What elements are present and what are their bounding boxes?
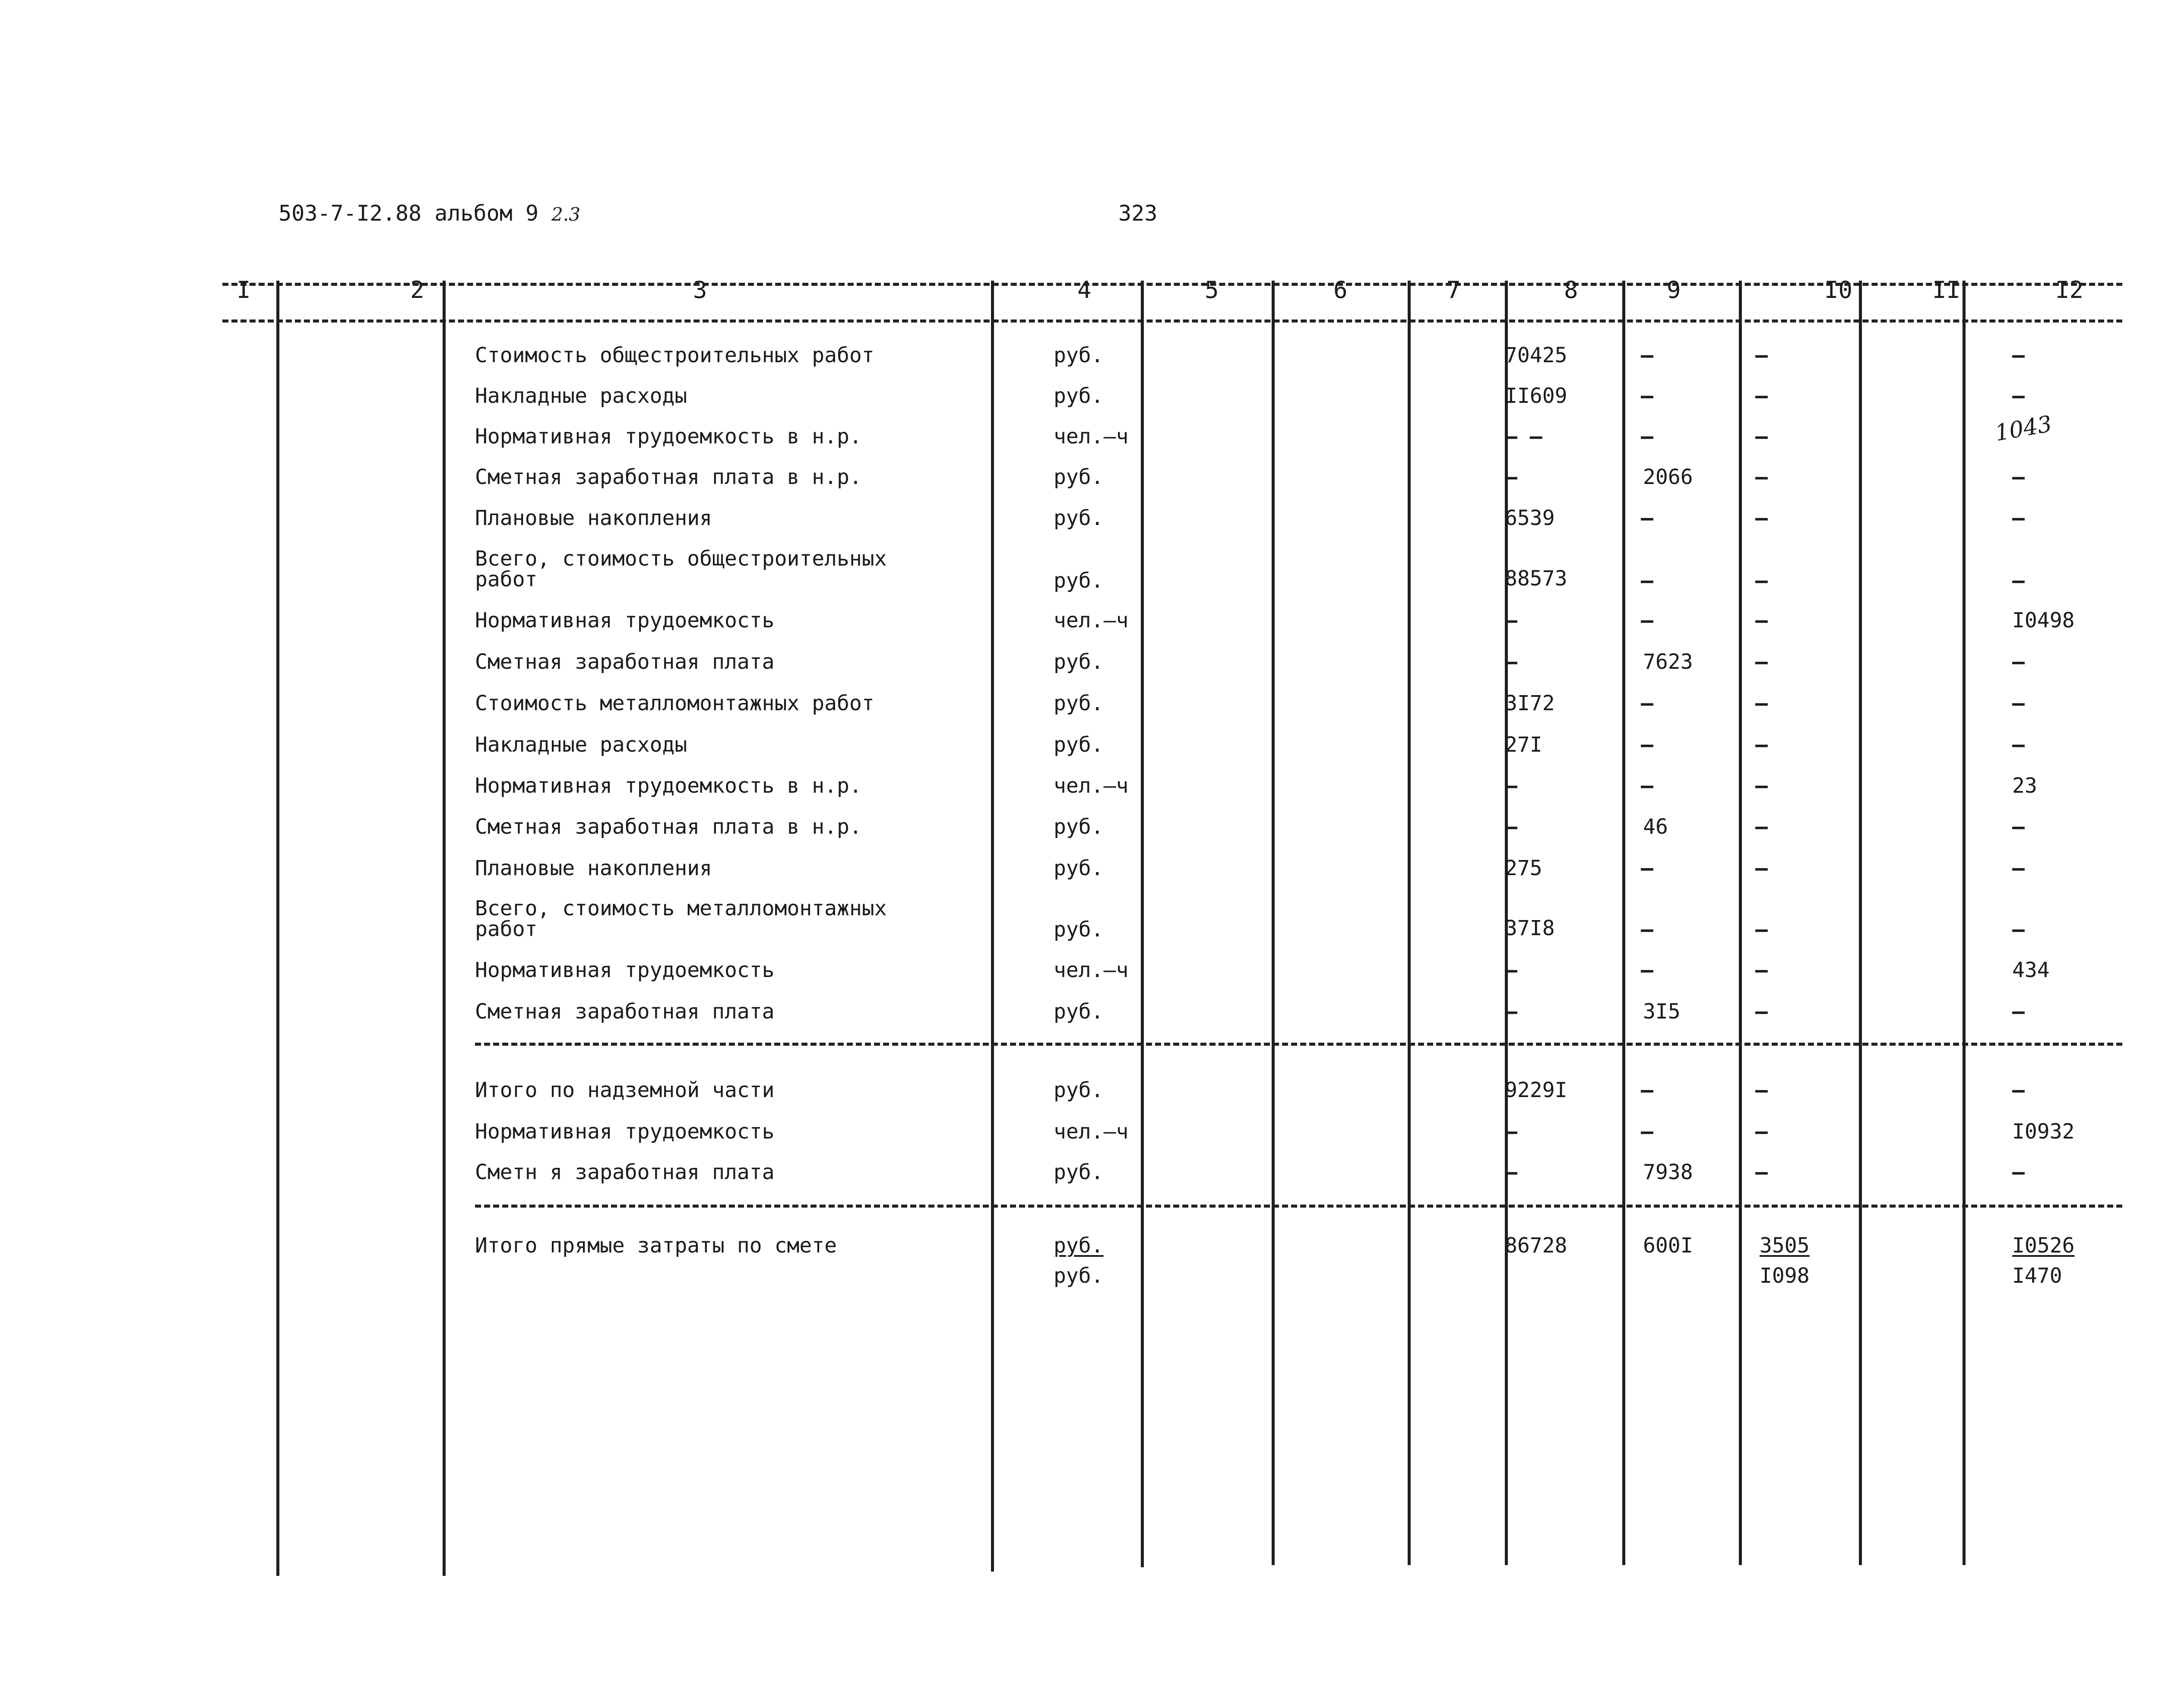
row-unit-top: руб. bbox=[1054, 1234, 1104, 1258]
row-label: Стоимость общестроительных работ bbox=[475, 343, 874, 367]
cell-col-8: – – bbox=[1505, 424, 1542, 449]
row-unit: руб. bbox=[1054, 815, 1104, 839]
cell-col-8: – bbox=[1505, 608, 1517, 633]
cell-col-9: – bbox=[1641, 733, 1653, 757]
row-unit: чел.–ч bbox=[1054, 774, 1129, 798]
table-row bbox=[0, 1001, 2159, 1040]
cell-col-10: – bbox=[1755, 608, 1768, 633]
table-row bbox=[0, 466, 2159, 505]
cell-col-10: – bbox=[1755, 691, 1768, 715]
cell-col-8: – bbox=[1505, 1160, 1517, 1184]
row-unit: руб. bbox=[1054, 999, 1104, 1024]
cell-col-8: 3I72 bbox=[1505, 691, 1555, 715]
section-separator-1 bbox=[475, 1043, 2122, 1046]
row-label: Сметн я заработная плата bbox=[475, 1160, 775, 1184]
row-unit: руб. bbox=[1054, 691, 1104, 715]
row-label: Накладные расходы bbox=[475, 733, 687, 757]
cell-col-8: – bbox=[1505, 815, 1517, 839]
column-number-12: I2 bbox=[2055, 276, 2084, 304]
cell-col-10: – bbox=[1755, 774, 1768, 798]
row-unit-bottom: руб. bbox=[1054, 1264, 1104, 1288]
cell-col-12: I0932 bbox=[2012, 1120, 2075, 1144]
cell-col-8: 37I8 bbox=[1505, 916, 1555, 940]
row-label: Стоимость металломонтажных работ bbox=[475, 691, 874, 715]
row-unit: руб. bbox=[1054, 650, 1104, 674]
column-number-11: II bbox=[1932, 276, 1961, 304]
cell-col-9: – bbox=[1641, 608, 1653, 633]
column-number-8: 8 bbox=[1564, 276, 1578, 304]
row-label: Сметная заработная плата в н.р. bbox=[475, 815, 862, 839]
cell-col-10: – bbox=[1755, 1120, 1768, 1144]
row-label: Плановые накопления bbox=[475, 856, 712, 880]
cell-col-12: – bbox=[2012, 917, 2025, 942]
table-row bbox=[0, 734, 2159, 773]
cell-col-9: – bbox=[1641, 506, 1653, 530]
row-unit: руб. bbox=[1054, 465, 1104, 489]
column-number-3: 3 bbox=[693, 276, 707, 304]
row-unit: руб. bbox=[1054, 506, 1104, 530]
row-unit: руб. bbox=[1054, 343, 1104, 367]
row-unit: чел.–ч bbox=[1054, 608, 1129, 633]
table-row bbox=[0, 411, 2159, 465]
cell-col-9: 3I5 bbox=[1643, 999, 1681, 1024]
table-row bbox=[0, 959, 2159, 998]
row-label: Нормативная трудоемкость в н.р. bbox=[475, 774, 862, 798]
subtotal-row bbox=[0, 1161, 2159, 1200]
cell-col-10-top: 3505 bbox=[1760, 1234, 1810, 1258]
cell-col-9: 600I bbox=[1643, 1234, 1693, 1258]
cell-col-8: 6539 bbox=[1505, 506, 1555, 530]
document-code bbox=[279, 201, 580, 226]
cell-col-10: – bbox=[1755, 506, 1768, 530]
cell-col-10: – bbox=[1755, 1160, 1768, 1184]
cell-col-10: – bbox=[1755, 465, 1768, 489]
row-label: Сметная заработная плата bbox=[475, 999, 775, 1024]
cell-col-12: – bbox=[2012, 506, 2025, 530]
row-label bbox=[475, 548, 887, 590]
cell-col-9: 46 bbox=[1643, 815, 1668, 839]
cell-col-12: – bbox=[2012, 856, 2025, 880]
cell-col-12: – bbox=[2012, 465, 2025, 489]
table-row bbox=[0, 548, 2159, 609]
table-row bbox=[0, 610, 2159, 648]
row-label: Сметная заработная плата bbox=[475, 650, 775, 674]
cell-col-10: – bbox=[1755, 1078, 1768, 1102]
cell-col-12: – bbox=[2012, 733, 2025, 757]
cell-col-9: – bbox=[1641, 424, 1653, 449]
cell-col-9: 7623 bbox=[1643, 650, 1693, 674]
cell-col-10: – bbox=[1755, 424, 1768, 449]
cell-col-12: – bbox=[2012, 343, 2025, 367]
cell-col-10: – bbox=[1755, 958, 1768, 982]
row-unit: руб. bbox=[1054, 384, 1104, 408]
cell-col-8: – bbox=[1505, 958, 1517, 982]
cell-col-8: – bbox=[1505, 650, 1517, 674]
cell-col-10: – bbox=[1755, 569, 1768, 593]
cell-col-8: – bbox=[1505, 774, 1517, 798]
row-label-line-2: работ bbox=[475, 917, 538, 941]
cell-col-10: – bbox=[1755, 384, 1768, 408]
cell-col-8: 88573 bbox=[1505, 566, 1567, 591]
row-label: Сметная заработная плата в н.р. bbox=[475, 465, 862, 489]
cell-col-10: – bbox=[1755, 343, 1768, 367]
cell-col-9: 7938 bbox=[1643, 1160, 1693, 1184]
row-unit: чел.–ч bbox=[1054, 424, 1129, 449]
table-row bbox=[0, 898, 2159, 958]
header-rule-bottom bbox=[222, 319, 2122, 323]
cell-col-8: – bbox=[1505, 999, 1517, 1024]
cell-col-12: – bbox=[2012, 384, 2025, 408]
row-label-line-2: работ bbox=[475, 567, 538, 591]
cell-col-8: – bbox=[1505, 1120, 1517, 1144]
cell-col-10: – bbox=[1755, 856, 1768, 880]
row-unit: руб. bbox=[1054, 856, 1104, 880]
cell-col-12-handwritten: 1043 bbox=[1993, 411, 2054, 447]
cell-col-10: – bbox=[1755, 733, 1768, 757]
cell-col-8: 70425 bbox=[1505, 343, 1567, 367]
cell-col-12: – bbox=[2012, 815, 2025, 839]
column-number-2: 2 bbox=[410, 276, 424, 304]
row-unit: чел.–ч bbox=[1054, 958, 1129, 982]
cell-col-8: 9229I bbox=[1505, 1078, 1567, 1102]
row-label: Плановые накопления bbox=[475, 506, 712, 530]
cell-col-12: I0498 bbox=[2012, 608, 2075, 633]
row-label: Нормативная трудоемкость bbox=[475, 958, 775, 982]
cell-col-8: 275 bbox=[1505, 856, 1542, 880]
table-row bbox=[0, 507, 2159, 546]
row-label-line-1: Всего, стоимость общестроительных bbox=[475, 547, 887, 571]
page-number: 323 bbox=[1118, 201, 1158, 226]
row-label: Нормативная трудоемкость bbox=[475, 608, 775, 633]
column-number-9: 9 bbox=[1667, 276, 1681, 304]
table-row bbox=[0, 857, 2159, 896]
cell-col-12: – bbox=[2012, 1160, 2025, 1184]
section-separator-2 bbox=[475, 1205, 2122, 1208]
cell-col-10: – bbox=[1755, 815, 1768, 839]
cell-col-9: 2066 bbox=[1643, 465, 1693, 489]
document-code-text: 503-7-I2.88 альбом 9 bbox=[279, 201, 539, 226]
row-label: Накладные расходы bbox=[475, 384, 687, 408]
cell-col-10: – bbox=[1755, 917, 1768, 942]
table-row bbox=[0, 651, 2159, 690]
row-unit: руб. bbox=[1054, 569, 1104, 593]
cell-col-12: – bbox=[2012, 999, 2025, 1024]
cell-col-10-bottom: I098 bbox=[1760, 1264, 1810, 1288]
row-label: Нормативная трудоемкость в н.р. bbox=[475, 424, 862, 449]
table-row bbox=[0, 816, 2159, 855]
cell-col-10: – bbox=[1755, 999, 1768, 1024]
cell-col-8: 86728 bbox=[1505, 1234, 1567, 1258]
cell-col-12-bottom: I470 bbox=[2012, 1264, 2062, 1288]
table-row bbox=[0, 385, 2159, 424]
cell-col-9: – bbox=[1641, 917, 1653, 942]
cell-col-8: II609 bbox=[1505, 384, 1567, 408]
cell-col-9: – bbox=[1641, 958, 1653, 982]
row-unit: руб. bbox=[1054, 1078, 1104, 1102]
cell-col-9: – bbox=[1641, 691, 1653, 715]
row-unit: руб. bbox=[1054, 917, 1104, 942]
row-label-line-1: Всего, стоимость металломонтажных bbox=[475, 896, 887, 920]
cell-col-12: – bbox=[2012, 1078, 2025, 1102]
subtotal-row bbox=[0, 1121, 2159, 1160]
table-row bbox=[0, 775, 2159, 814]
cell-col-12: – bbox=[2012, 569, 2025, 593]
cell-col-9: – bbox=[1641, 1078, 1653, 1102]
cell-col-9: – bbox=[1641, 774, 1653, 798]
cell-col-10: – bbox=[1755, 650, 1768, 674]
column-number-5: 5 bbox=[1205, 276, 1219, 304]
row-label: Нормативная трудоемкость bbox=[475, 1120, 775, 1144]
cell-col-9: – bbox=[1641, 384, 1653, 408]
document-code-handwritten: 2.3 bbox=[551, 204, 580, 225]
cell-col-12-top: I0526 bbox=[2012, 1234, 2075, 1258]
column-number-6: 6 bbox=[1333, 276, 1348, 304]
cell-col-12: – bbox=[2012, 691, 2025, 715]
cell-col-12: 434 bbox=[2012, 958, 2050, 982]
total-row bbox=[0, 1235, 2159, 1300]
cell-col-12: – bbox=[2012, 650, 2025, 674]
cell-col-8: – bbox=[1505, 465, 1517, 489]
row-label: Итого прямые затраты по смете bbox=[475, 1234, 837, 1258]
row-unit: чел.–ч bbox=[1054, 1120, 1129, 1144]
column-number-7: 7 bbox=[1447, 276, 1461, 304]
row-label: Итого по надземной части bbox=[475, 1078, 775, 1102]
column-number-4: 4 bbox=[1077, 276, 1092, 304]
cell-col-12: 23 bbox=[2012, 774, 2037, 798]
row-label bbox=[475, 898, 887, 939]
cell-col-9: – bbox=[1641, 1120, 1653, 1144]
subtotal-row bbox=[0, 1079, 2159, 1118]
column-number-1: I bbox=[237, 276, 251, 304]
table-row bbox=[0, 345, 2159, 383]
table-row bbox=[0, 693, 2159, 731]
cell-col-9: – bbox=[1641, 856, 1653, 880]
column-number-10: I0 bbox=[1824, 276, 1853, 304]
cell-col-9: – bbox=[1641, 569, 1653, 593]
cell-col-9: – bbox=[1641, 343, 1653, 367]
cell-col-8: 27I bbox=[1505, 733, 1542, 757]
row-unit: руб. bbox=[1054, 1160, 1104, 1184]
row-unit: руб. bbox=[1054, 733, 1104, 757]
